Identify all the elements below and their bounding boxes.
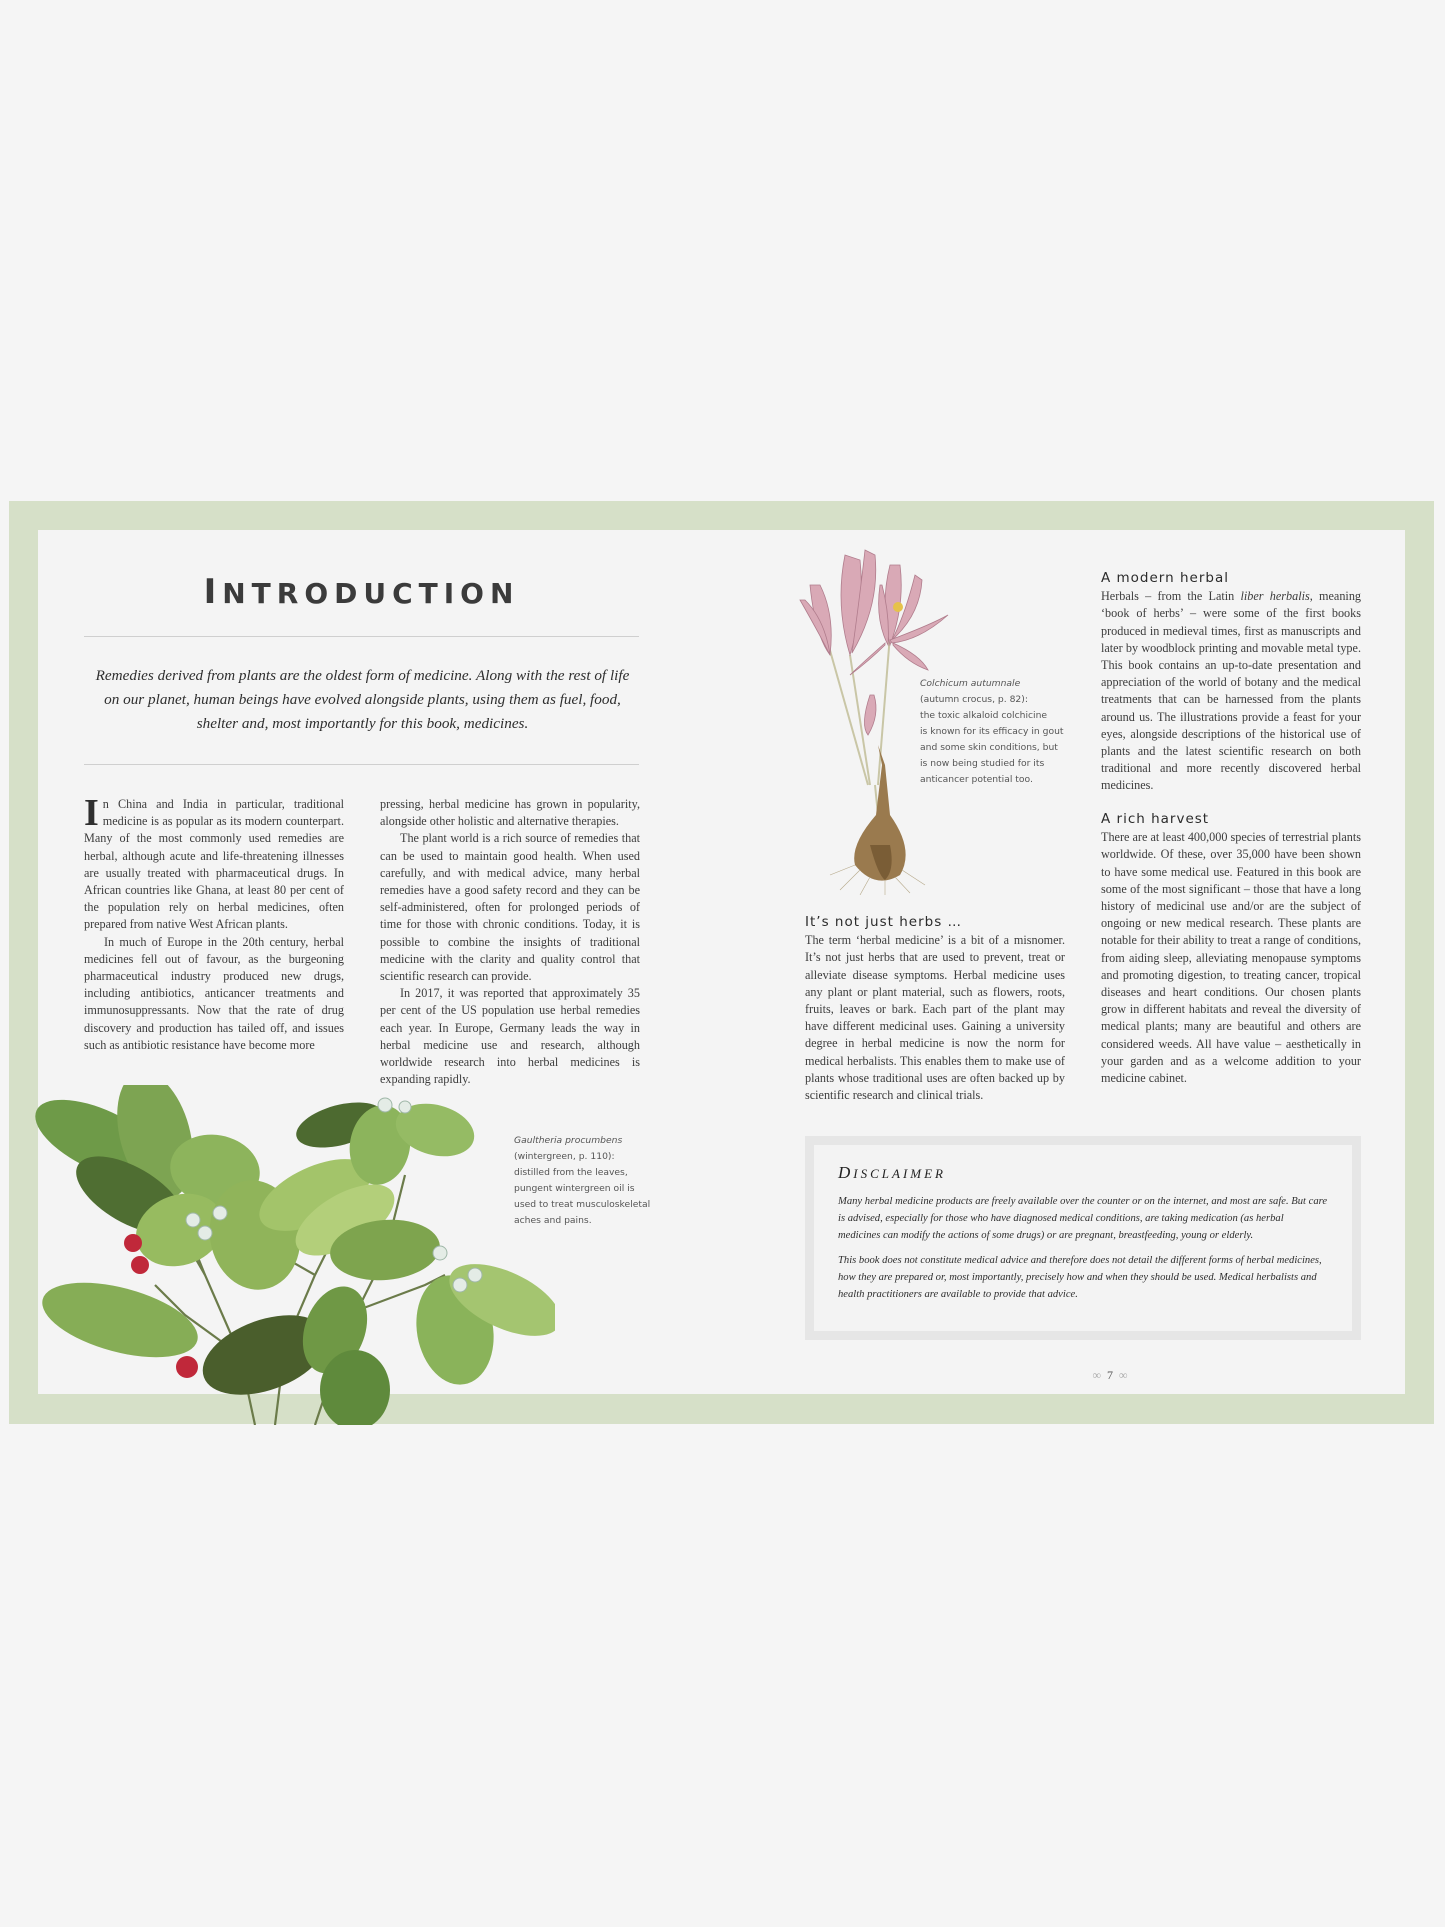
- disclaimer-title-rest: ISCLAIMER: [853, 1166, 946, 1181]
- caption-line: aches and pains.: [514, 1215, 592, 1226]
- caption-latin-name: Colchicum autumnale: [920, 678, 1021, 689]
- wintergreen-plant-illustration: [15, 1085, 555, 1425]
- section-body: The term ‘herbal medicine’ is a bit of a misnomer. It’s not just herbs that are used to prevent, treat or alleviate disease symptoms. Herbal medicine uses any plant or plant material, such as flowers, roots, fruits, leaves or bark. Each part of the plant may have different medicinal uses. Gaining a university degree in herbal medicine is now the norm for medical herbalists. This enables them to make use of plants whose traditional uses are often backed up by scientific research and clinical trials.: [805, 933, 1065, 1103]
- disclaimer-title-initial: D: [838, 1163, 854, 1182]
- body-text: Herbals – from the Latin: [1101, 589, 1241, 604]
- intro-paragraph-4: The plant world is a rich source of remedies that can be used to maintain good health. When used carefully, and with medical advice, many herbal remedies have a good safety record and they can be self-administered, often for prolonged periods of time for those with chronic conditions. Today, it is possible to combine the insights of traditional medicine with the clarity and quality control that scientific research can provide.: [380, 831, 640, 984]
- infinity-ornament-icon: ∞: [1092, 1368, 1101, 1382]
- section-heading: It’s not just herbs …: [805, 914, 963, 930]
- intro-paragraph-3: pressing, herbal medicine has grown in popularity, alongside other holistic and alternative therapies.: [380, 797, 640, 829]
- section-not-just-herbs: [805, 914, 1065, 1104]
- body-text: , meaning ‘book of herbs’ – were some of the first books produced in medieval times, first as manuscripts and later by woodblock printing and movable metal type. This book contains an up-to-date presentation and appreciation of the world of botany and the medical treatments that can be harnessed from the plants around us. The illustrations provide a feast for your eyes, alongside descriptions of the historical use of plants and the latest scientific research on both traditional and more recently discovered herbal medicines.: [1101, 589, 1362, 793]
- infinity-ornament-icon: ∞: [1119, 1368, 1128, 1382]
- page-title: [84, 572, 639, 612]
- caption-line: the toxic alkaloid colchicine: [920, 710, 1048, 721]
- lede-divider: [84, 764, 639, 765]
- caption-line: (autumn crocus, p. 82):: [920, 694, 1028, 705]
- drop-cap: I: [84, 792, 99, 834]
- disclaimer-paragraph: Many herbal medicine products are freely available over the counter or on the internet, and most are safe. But care is advised, especially for those who have diagnosed medical conditions, are taking medication (as herbal medicines can modify the actions of some drugs) or are pregnant, breastfeeding, young or elderly.: [838, 1196, 1328, 1241]
- disclaimer-title: [838, 1163, 1328, 1183]
- intro-paragraph-2: In much of Europe in the 20th century, herbal medicines fell out of favour, as the burgeoning pharmaceutical industry produced new drugs, including antibiotics, anticancer treatments and immunosuppressants. Now that the rate of drug discovery and production has tailed off, and issues such as antibiotic resistance have become more: [84, 934, 344, 1052]
- caption-line: is known for its efficacy in gout: [920, 726, 1064, 737]
- caption-line: pungent wintergreen oil is: [514, 1183, 635, 1194]
- crocus-caption: [920, 676, 1070, 788]
- section-body: There are at least 400,000 species of terrestrial plants worldwide. Of these, over 35,000 have been shown to have some medical use. Featured in this book are some of the most significant – those that have a long history of medicinal use and/or are the subject of ongoing or new medical research. These plants are notable for their ability to treat a range of conditions, from aiding sleep, alleviating menopause symptoms and promoting digestion, to treating cancer, tropical diseases and heart conditions. Our chosen plants grow in different habitats and reveal the diversity of medical plants; many are beautiful and others are considered weeds. All have value – aesthetically in your garden and as a welcome addition to your medicine cabinet.: [1101, 830, 1361, 1086]
- section-heading: A rich harvest: [1101, 811, 1210, 827]
- intro-column-2: [380, 796, 640, 1088]
- caption-line: used to treat musculoskeletal: [514, 1199, 651, 1210]
- page-number: [1055, 1368, 1165, 1383]
- caption-line: anticancer potential too.: [920, 774, 1033, 785]
- title-initial: I: [203, 572, 223, 612]
- wintergreen-caption: [514, 1133, 664, 1229]
- section-body: [1101, 588, 1361, 794]
- disclaimer-box: [805, 1136, 1361, 1340]
- caption-latin-name: Gaultheria procumbens: [514, 1135, 623, 1146]
- page-number-value: 7: [1107, 1368, 1113, 1382]
- caption-line: and some skin conditions, but: [920, 742, 1058, 753]
- disclaimer-inner: [814, 1145, 1352, 1331]
- section-rich-harvest: [1101, 811, 1361, 1087]
- disclaimer-paragraph: This book does not constitute medical advice and therefore does not detail the different forms of herbal medicines, how they are prepared or, most importantly, precisely how and when they should be used. Medical herbalists and health practitioners are available to provide that advice.: [838, 1255, 1322, 1300]
- intro-paragraph-1-text: n China and India in particular, traditional medicine is as popular as its modern counterpart. Many of the most commonly used remedies are herbal, although acute and life-threatening illnesses are usually treated with pharmaceutical drugs. In African countries like Ghana, at least 80 per cent of the population rely on herbal medicines, often prepared from native West African plants.: [84, 797, 344, 932]
- caption-line: (wintergreen, p. 110):: [514, 1151, 615, 1162]
- intro-paragraph-1: [84, 792, 344, 934]
- intro-column-1: [84, 792, 344, 1054]
- section-modern-herbal: [1101, 570, 1361, 795]
- title-divider: [84, 636, 639, 637]
- caption-line: distilled from the leaves,: [514, 1167, 628, 1178]
- latin-term: liber herbalis: [1240, 589, 1310, 604]
- caption-line: is now being studied for its: [920, 758, 1045, 769]
- title-rest: NTRODUCTION: [222, 577, 520, 610]
- intro-lede: Remedies derived from plants are the oldest form of medicine. Along with the rest of life on our planet, human beings have evolved alongside plants, using them as fuel, food, shelter and, most importantly for this book, medicines.: [95, 667, 630, 732]
- section-heading: A modern herbal: [1101, 570, 1229, 586]
- intro-paragraph-5: In 2017, it was reported that approximately 35 per cent of the US population use herbal remedies each year. In Europe, Germany leads the way in herbal medicine use and research, although worldwide research into herbal medicines is expanding rapidly.: [380, 986, 640, 1087]
